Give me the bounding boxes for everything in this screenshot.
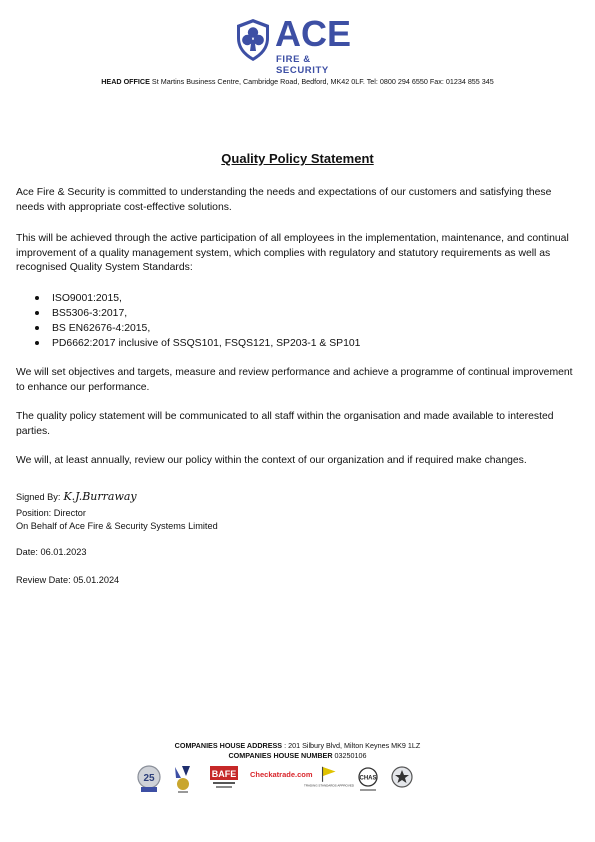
nsi-gold-icon [172,764,194,794]
paragraph-communication: The quality policy statement will be communicated to all staff within the organisation and made available to interested parties. [16,411,554,437]
paragraph-commitment: Ace Fire & Security is committed to understanding the needs and expectations of our customers and satisfying these needs with appropriate cost-effective solutions. [16,187,552,213]
page-title: Quality Policy Statement [221,151,374,166]
companies-house-address: COMPANIES HOUSE ADDRESS : 201 Silbury Blvd, Milton Keynes MK9 1LZ [174,741,421,750]
paragraph-objectives: We will set objectives and targets, measure and review performance and achieve a programme of continual improvement to enhance our performance. [16,367,573,393]
bullet-icon [35,311,39,315]
paragraph-review: We will, at least annually, review our policy within the context of our organization and if required make changes. [16,455,527,466]
companies-house-number: COMPANIES HOUSE NUMBER 03250106 [228,751,367,760]
behalf-line: On Behalf of Ace Fire & Security Systems Limited [16,521,218,531]
date-line: Date: 06.01.2023 [16,547,87,557]
safecontractor-icon [390,764,414,794]
bafe-logo [209,764,239,794]
trading-standards-logo [304,764,354,794]
svg-text:CHAS: CHAS [359,775,377,782]
svg-text:TRADING STANDARDS APPROVED: TRADING STANDARDS APPROVED [304,783,354,788]
head-office-address: St Martins Business Centre, Cambridge Road, Bedford, MK42 0LF. Tel: 0800 294 6550 Fax: 01234 855 345 [149,77,494,86]
position-line: Position: Director [16,508,86,518]
signed-by-line [16,490,137,504]
paragraph-qms: This will be achieved through the active participation of all employees in the implementation, maintenance, and continual improvement of a quality management system, which complies with regulatory and statutory requirements as well as recognised Quality System Standards: [16,233,569,274]
shield-club-icon [235,18,271,62]
logo-wordmark: ACE [275,13,352,54]
logo-tagline: FIRE & SECURITY [276,54,329,76]
bullet-icon [35,296,39,300]
bullet-icon [35,326,39,330]
standards-list [16,291,360,351]
list-item: BS5306-3:2017, [16,306,360,321]
signed-by-label: Signed By: [16,492,61,502]
checkatrade-logo: Checkatrade.com [250,770,313,779]
head-office-label: HEAD OFFICE [101,77,150,86]
company-logo [235,13,360,76]
list-item: PD6662:2017 inclusive of SSQS101, FSQS121, SP203-1 & SP101 [16,336,360,351]
list-item: ISO9001:2015, [16,291,360,306]
anniversary-badge-icon [136,764,162,794]
head-office-line [0,77,595,86]
anniversary-number: 25 [143,773,155,784]
signature: K.J.Burraway [63,490,137,503]
list-item: BS EN62676-4:2015, [16,321,360,336]
review-date-line: Review Date: 05.01.2024 [16,575,120,585]
bullet-icon [35,341,39,345]
chas-logo [357,764,379,794]
svg-text:BAFE: BAFE [211,769,237,779]
